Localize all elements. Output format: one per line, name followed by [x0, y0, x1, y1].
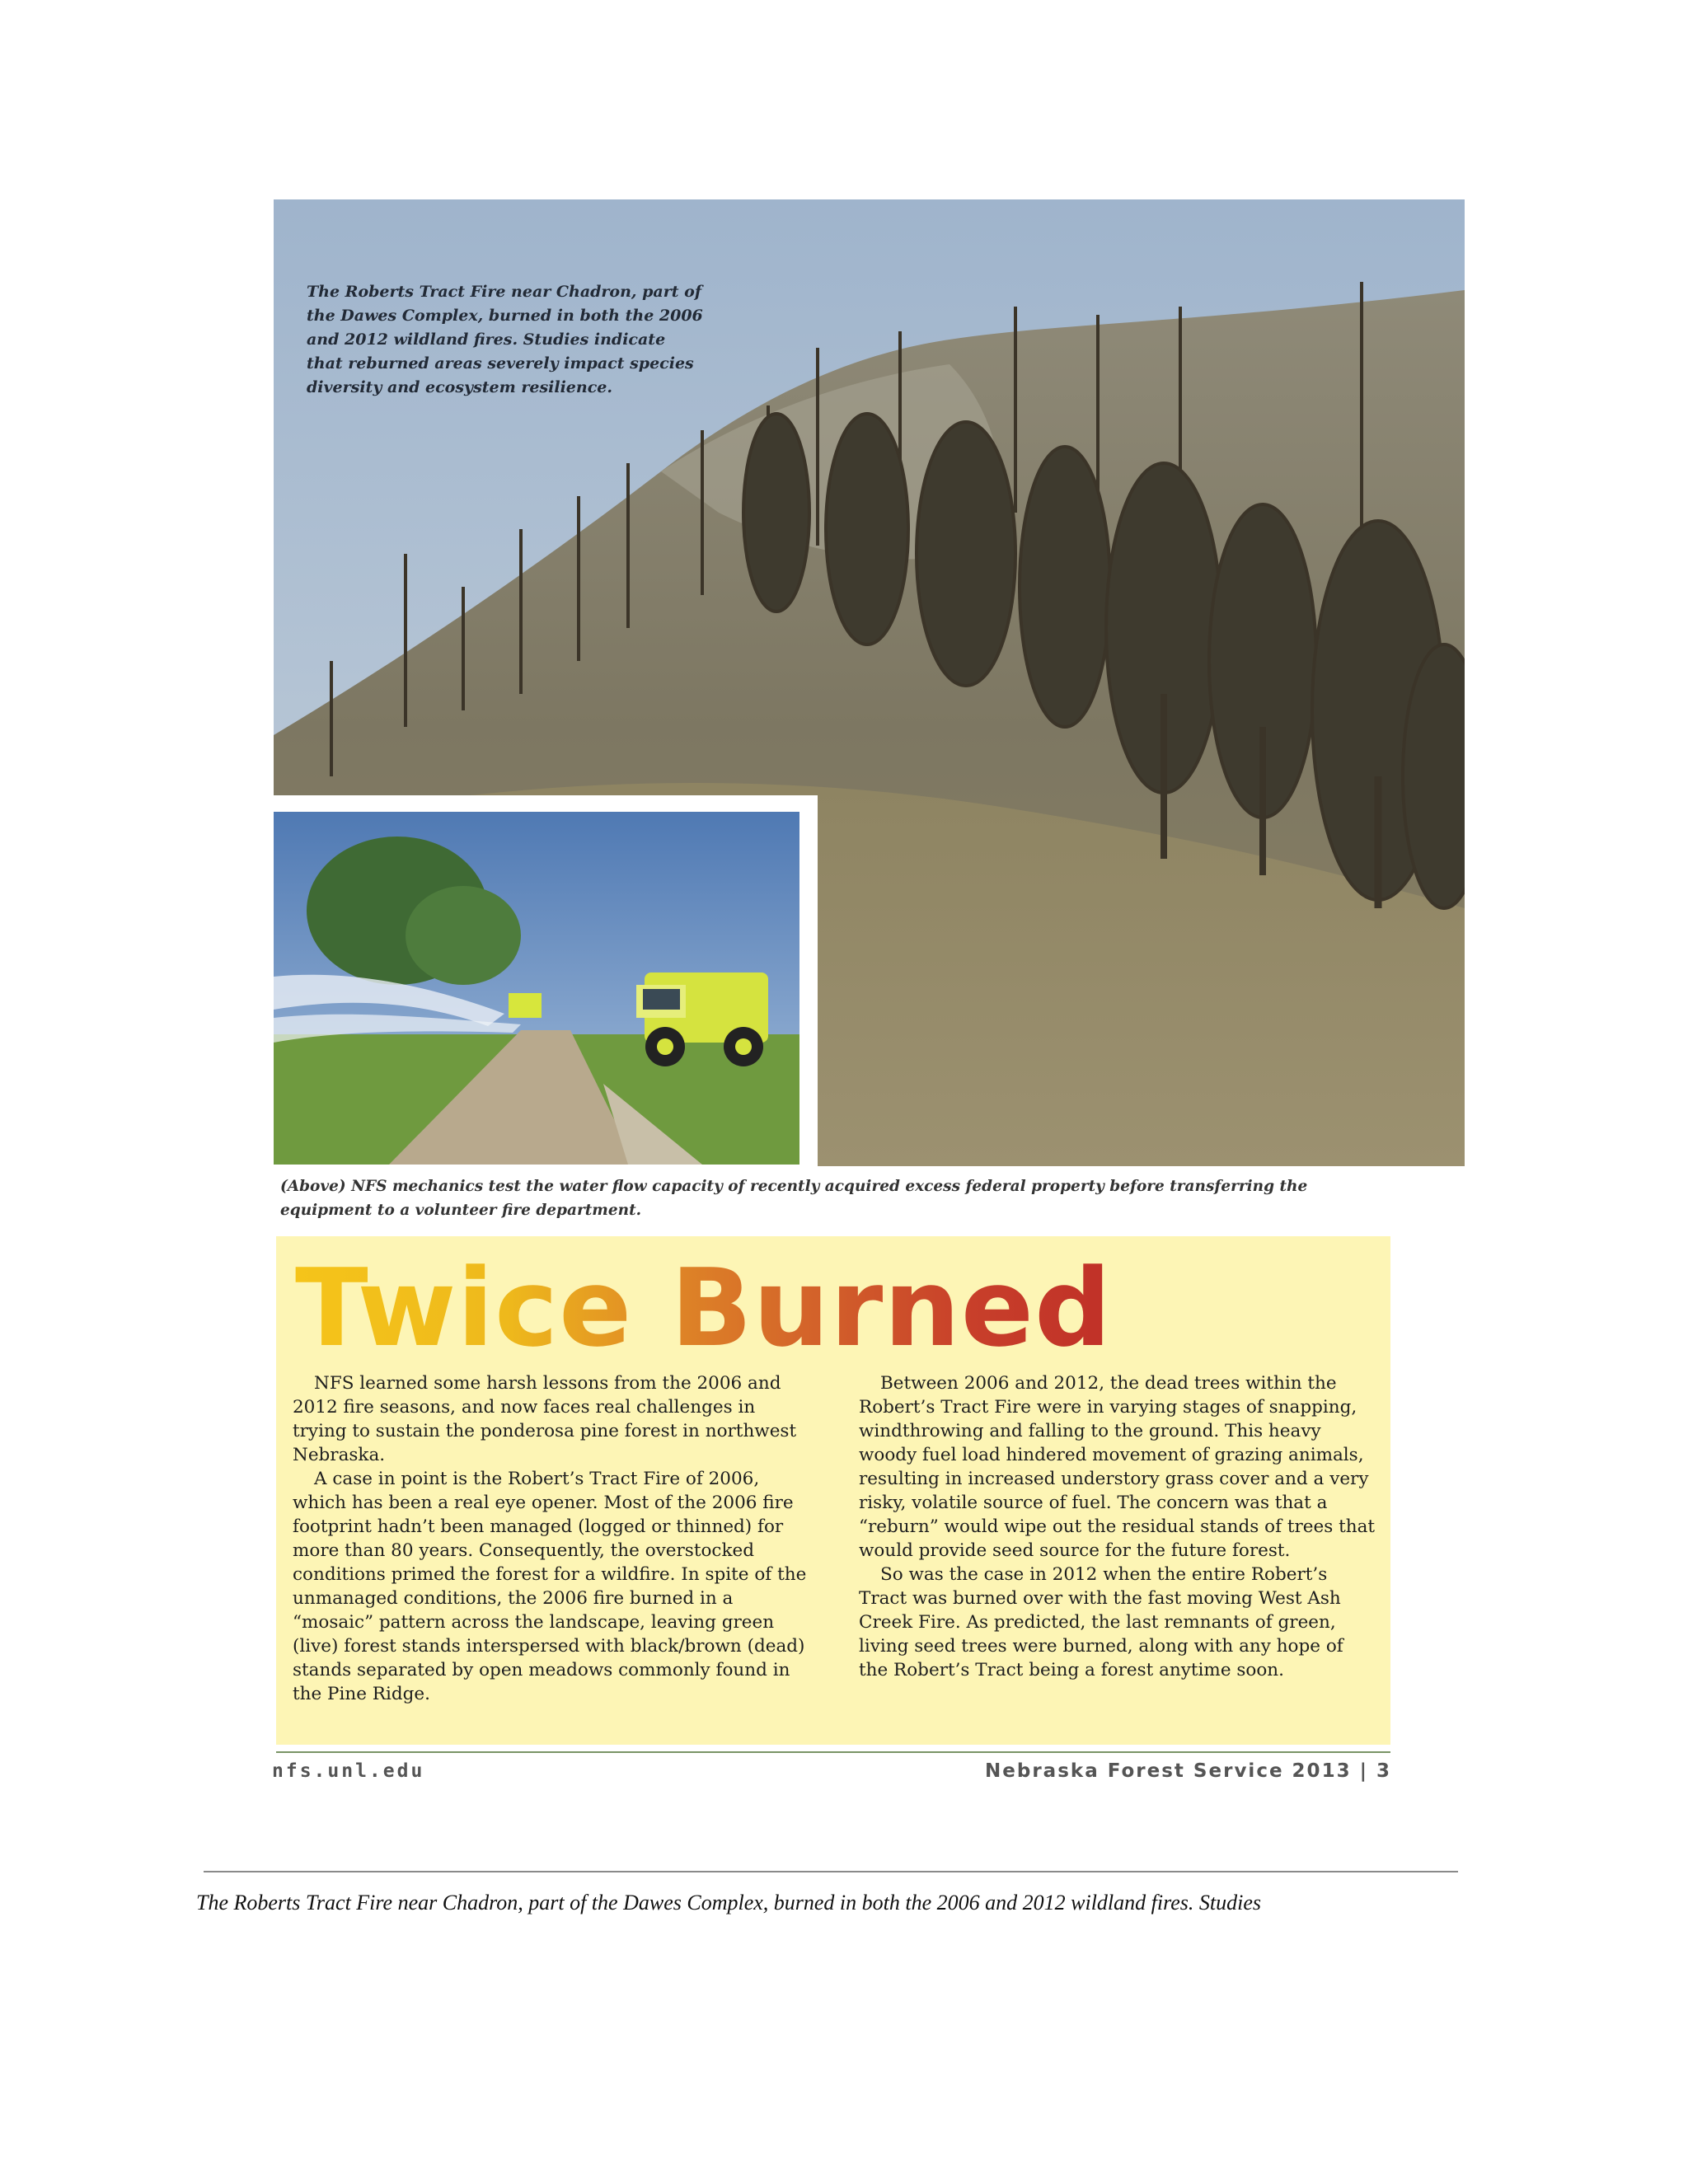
fire-truck-water-test-illustration [274, 812, 799, 1165]
article-paragraph: NFS learned some harsh lessons from the 2006 and 2012 fire seasons, and now faces real challenges in trying to sustain the ponderosa pine forest in northwest Nebraska. [293, 1373, 797, 1465]
article-paragraph: So was the case in 2012 when the entire Robert’s Tract was burned over with the fast moving West Ash Creek Fire. As predicted, the last remnants of green, living seed trees were burned, along with any hope of the Robert’s Tract being a forest anytime soon. [859, 1564, 1343, 1680]
main-photo-caption: The Roberts Tract Fire near Chadron, part of the Dawes Complex, burned in both the 2006 and 2012 wildland fires. Studies indicate that reburned areas severely impact species diversity and ecosystem resilience. [307, 283, 703, 396]
footer-url: nfs.unl.edu [272, 1760, 425, 1782]
inset-photo [274, 812, 799, 1165]
footer-publication: Nebraska Forest Service 2013 | 3 [985, 1760, 1391, 1782]
page-divider [204, 1871, 1458, 1872]
article-paragraph: A case in point is the Robert’s Tract Fire of 2006, which has been a real eye opener. Most of the 2006 fire footprint hadn’t been managed (logged or thinned) for more than 80 years. Consequently, the overstocked conditions primed the forest for a wildfire. In spite of the unmanaged conditions, the 2006 fire burned in a “mosaic” pattern across the landscape, leaving green (live) forest stands interspersed with black/brown (dead) stands separated by open meadows commonly found in the Pine Ridge. [293, 1469, 807, 1704]
article-headline: Twice Burned [295, 1245, 1113, 1371]
article-column-left [293, 1371, 810, 1706]
footer-divider [276, 1751, 1390, 1753]
bottom-caption: The Roberts Tract Fire near Chadron, part of the Dawes Complex, burned in both the 2006 and 2012 wildland fires. Studies [196, 1891, 1262, 1915]
inset-photo-caption: (Above) NFS mechanics test the water flow capacity of recently acquired excess federal property before transferring the equipment to a volunteer fire department. [280, 1178, 1308, 1219]
article-column-right [859, 1371, 1376, 1682]
article-paragraph: Between 2006 and 2012, the dead trees within the Robert’s Tract Fire were in varying stages of snapping, windthrowing and falling to the ground. This heavy woody fuel load hindered movement of grazing animals, resulting in increased understory grass cover and a very risky, volatile source of fuel. The concern was that a “reburn” would wipe out the residual stands of trees that would provide seed source for the future forest. [859, 1373, 1376, 1561]
